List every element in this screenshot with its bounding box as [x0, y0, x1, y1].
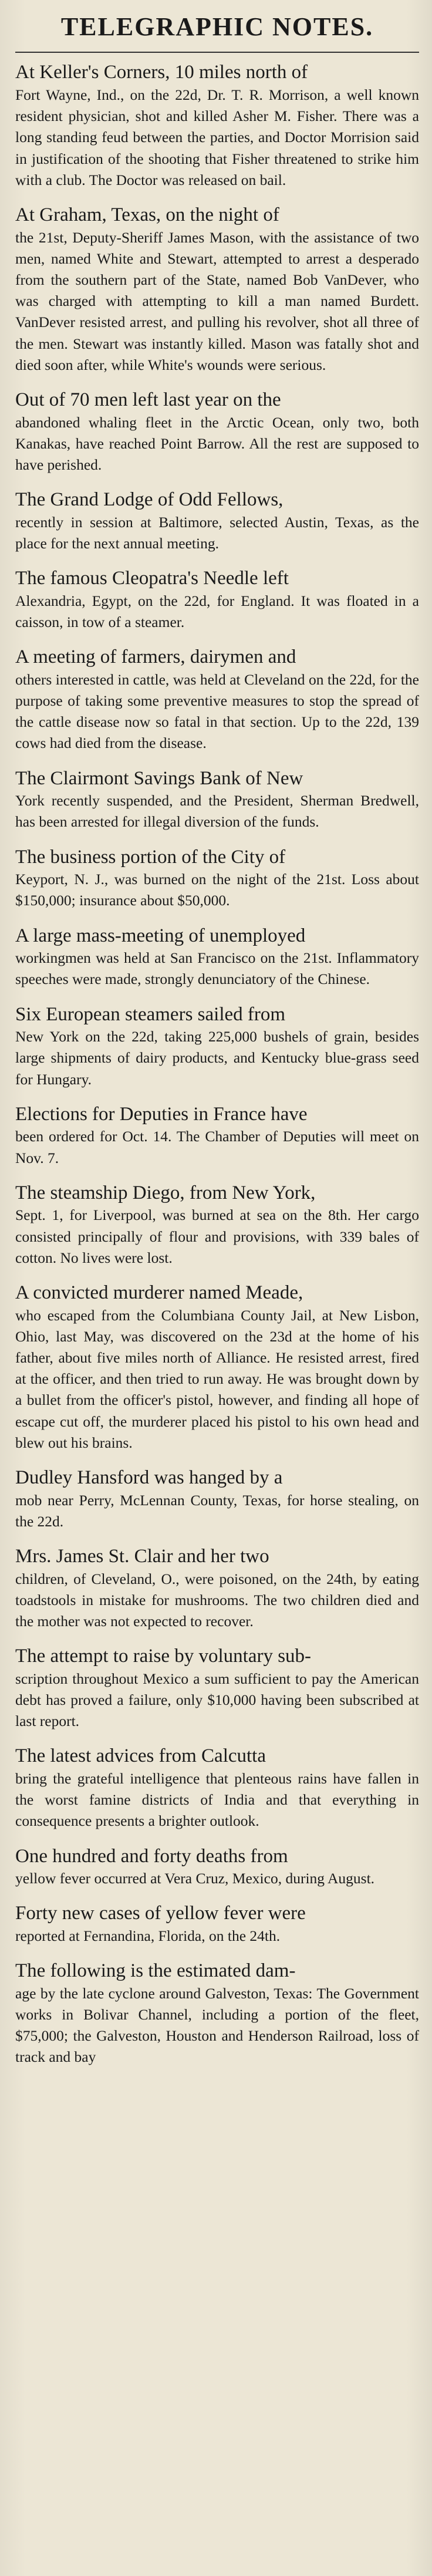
news-item-body: Sept. 1, for Liverpool, was burned at sea on the 8th. Her cargo consisted principally of flour and provisions, with 339 bales of cotton. No lives were lost.: [15, 1206, 419, 1266]
news-item-lead: Mrs. James St. Clair and her two: [15, 1546, 269, 1567]
news-item-lead: At Graham, Texas, on the night of: [15, 204, 279, 225]
news-item-murderer-meade: [15, 1282, 419, 1454]
title-rule: [15, 52, 419, 53]
news-item-body: been ordered for Oct. 14. The Chamber of Deputies will meet on Nov. 7.: [15, 1128, 419, 1166]
news-item-mass-meeting: [15, 925, 419, 990]
news-item-lead: Dudley Hansford was hanged by a: [15, 1467, 283, 1489]
news-item-european-steamers: [15, 1003, 419, 1090]
news-item-lead: One hundred and forty deaths from: [15, 1845, 288, 1867]
news-item-body: age by the late cyclone around Galveston, Texas: The Government works in Bolivar Channel, including a portion of the fleet, $75,000; the Galveston, Houston and Henderson Railroad, loss of track and bay: [15, 1984, 419, 2066]
news-item-lead: Forty new cases of yellow fever were: [15, 1903, 306, 1924]
news-item-lead: The famous Cleopatra's Needle left: [15, 568, 289, 589]
news-item-body: recently in session at Baltimore, selected Austin, Texas, as the place for the next annual meeting.: [15, 513, 419, 552]
news-item-body: abandoned whaling fleet in the Arctic Ocean, only two, both Kanakas, have reached Point Barrow. All the rest are supposed to have perished.: [15, 413, 419, 474]
news-item-body: Keyport, N. J., was burned on the night of the 21st. Loss about $150,000; insurance about $50,000.: [15, 871, 419, 909]
news-item-body: Alexandria, Egypt, on the 22d, for England. It was floated in a caisson, in tow of a steamer.: [15, 592, 419, 631]
news-item-dudley-hansford: [15, 1466, 419, 1532]
news-item-odd-fellows: [15, 488, 419, 554]
news-item-mexico-subscription: [15, 1645, 419, 1732]
news-item-lead: A large mass-meeting of unemployed: [15, 925, 306, 946]
news-item-body: children, of Cleveland, O., were poisoned, on the 24th, by eating toadstools in mistake for mushrooms. The two children died and the mother was not expected to recover.: [15, 1570, 419, 1630]
news-item-body: New York on the 22d, taking 225,000 bushels of grain, besides large shipments of dairy products, and Kentucky blue-grass seed for Hungary.: [15, 1028, 419, 1088]
news-item-body: others interested in cattle, was held at Cleveland on the 22d, for the purpose of taking some preventive measures to stop the spread of the cattle disease now so fatal in that section. Up to the 22d, 139 cows had died from the disease.: [15, 670, 419, 752]
news-item-lead: The Grand Lodge of Odd Fellows,: [15, 489, 284, 511]
news-item-lead: The steamship Diego, from New York,: [15, 1182, 316, 1203]
news-item-cleopatras-needle: [15, 567, 419, 633]
news-item-body: mob near Perry, McLennan County, Texas, for horse stealing, on the 22d.: [15, 1491, 419, 1530]
news-item-lead: The following is the estimated dam-: [15, 1960, 296, 1982]
news-item-france-elections: [15, 1103, 419, 1169]
news-item-lead: The attempt to raise by voluntary sub-: [15, 1646, 312, 1667]
news-item-keyport-fire: [15, 846, 419, 912]
news-item-body: Fort Wayne, Ind., on the 22d, Dr. T. R. Morrison, a well known resident physician, shot and killed Asher M. Fisher. There was a long standing feud between the parties, and Doctor Morrision said in justification of the shooting that Fisher threatened to strike him with a club. The Doctor was released on bail.: [15, 86, 419, 188]
articles-list: [15, 61, 419, 2068]
news-item-lead: Six European steamers sailed from: [15, 1003, 286, 1025]
news-item-body: reported at Fernandina, Florida, on the 24th.: [15, 1927, 281, 1945]
news-item-body: scription throughout Mexico a sum sufficient to pay the American debt has proved a failure, only $10,000 having been subscribed at last report.: [15, 1670, 419, 1730]
news-item-clairmont-bank: [15, 767, 419, 833]
news-item-whaling-fleet: [15, 389, 419, 476]
news-item-body: the 21st, Deputy-Sheriff James Mason, with the assistance of two men, named White and Stewart, attempted to arrest a desperado from the southern part of the State, named Bob VanDever, who was charged with attempting to kill a man named Burdett. VanDever resisted arrest, and pulling his revolver, shot all three of the men. Stewart was instantly killed. Mason was fatally shot and died soon after, while White's wounds were serious.: [15, 228, 419, 373]
news-item-body: yellow fever occurred at Vera Cruz, Mexico, during August.: [15, 1870, 375, 1887]
news-item-lead: Elections for Deputies in France have: [15, 1103, 308, 1125]
news-item-lead: A convicted murderer named Meade,: [15, 1282, 303, 1304]
news-item-lead: The Clairmont Savings Bank of New: [15, 767, 303, 789]
news-item-lead: The business portion of the City of: [15, 846, 286, 868]
news-item-body: who escaped from the Columbiana County Jail, at New Lisbon, Ohio, last May, was discovered on the 23d at the home of his father, about five miles north of Alliance. He resisted arrest, fired at the officer, and then tried to run away. He was brought down by a bullet from the officer's pistol, however, and finding all hope of escape cut off, the murderer placed his pistol to his own head and blew out his brains.: [15, 1306, 419, 1451]
news-item-calcutta-advices: [15, 1745, 419, 1832]
news-item-lead: At Keller's Corners, 10 miles north of: [15, 62, 308, 83]
news-item-galveston-cyclone: [15, 1960, 419, 2068]
news-item-body: bring the grateful intelligence that plenteous rains have fallen in the worst famine districts of India and that everything in consequence presents a brighter outlook.: [15, 1770, 419, 1830]
news-item-cattle-meeting: [15, 646, 419, 754]
news-item-steamship-diego: [15, 1182, 419, 1269]
news-item-graham-texas: [15, 204, 419, 376]
news-item-lead: A meeting of farmers, dairymen and: [15, 646, 296, 668]
news-item-fernandina-fever: [15, 1902, 419, 1947]
news-item-st-clair-poisoning: [15, 1545, 419, 1632]
news-item-lead: The latest advices from Calcutta: [15, 1745, 266, 1767]
news-item-body: York recently suspended, and the President, Sherman Bredwell, has been arrested for illegal diversion of the funds.: [15, 792, 419, 831]
news-item-keller-corners: [15, 61, 419, 191]
news-item-vera-cruz-fever: [15, 1845, 419, 1890]
column-title: TELEGRAPHIC NOTES.: [60, 12, 374, 41]
news-item-lead: Out of 70 men left last year on the: [15, 389, 281, 411]
news-item-body: workingmen was held at San Francisco on the 21st. Inflammatory speeches were made, strongly denunciatory of the Chinese.: [15, 949, 419, 988]
